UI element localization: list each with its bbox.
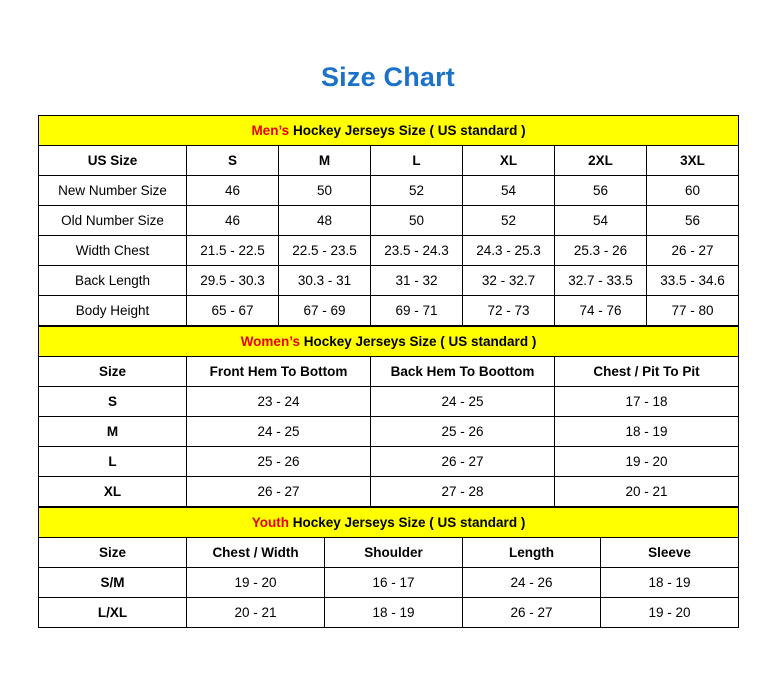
mens-cell-0-1: 50 [279, 176, 371, 206]
youth-section-header-rest: Hockey Jerseys Size ( US standard ) [288, 515, 526, 530]
mens-row-label-1: Old Number Size [39, 206, 187, 236]
youth-cell-0-2: 24 - 26 [463, 568, 601, 598]
mens-col-header-5: 2XL [555, 146, 647, 176]
mens-cell-3-2: 31 - 32 [371, 266, 463, 296]
womens-cell-2-2: 19 - 20 [555, 447, 739, 477]
table-row [39, 538, 739, 568]
mens-cell-0-5: 60 [647, 176, 739, 206]
youth-size-table [38, 507, 739, 628]
page-title: Size Chart [320, 62, 456, 92]
mens-cell-2-2: 23.5 - 24.3 [371, 236, 463, 266]
mens-row-label-3: Back Length [39, 266, 187, 296]
table-row [39, 236, 739, 266]
womens-row-label-3: XL [39, 477, 187, 507]
mens-cell-1-1: 48 [279, 206, 371, 236]
womens-cell-2-1: 26 - 27 [371, 447, 555, 477]
table-row [39, 206, 739, 236]
mens-cell-1-4: 54 [555, 206, 647, 236]
mens-cell-4-3: 72 - 73 [463, 296, 555, 326]
youth-section-header-accent: Youth [251, 515, 289, 530]
mens-col-header-0: US Size [39, 146, 187, 176]
womens-col-header-2: Back Hem To Boottom [371, 357, 555, 387]
mens-cell-4-5: 77 - 80 [647, 296, 739, 326]
mens-cell-2-3: 24.3 - 25.3 [463, 236, 555, 266]
mens-cell-3-5: 33.5 - 34.6 [647, 266, 739, 296]
mens-cell-4-1: 67 - 69 [279, 296, 371, 326]
womens-cell-3-2: 20 - 21 [555, 477, 739, 507]
mens-cell-3-3: 32 - 32.7 [463, 266, 555, 296]
womens-cell-3-1: 27 - 28 [371, 477, 555, 507]
mens-col-header-4: XL [463, 146, 555, 176]
mens-cell-4-2: 69 - 71 [371, 296, 463, 326]
womens-cell-1-0: 24 - 25 [187, 417, 371, 447]
mens-row-label-0: New Number Size [39, 176, 187, 206]
mens-col-header-2: M [279, 146, 371, 176]
table-row [39, 176, 739, 206]
youth-cell-0-0: 19 - 20 [187, 568, 325, 598]
womens-size-table [38, 326, 739, 507]
womens-row-label-0: S [39, 387, 187, 417]
table-row [39, 447, 739, 477]
table-section-header-row [39, 327, 739, 357]
youth-cell-1-2: 26 - 27 [463, 598, 601, 628]
youth-cell-1-1: 18 - 19 [325, 598, 463, 628]
mens-row-label-2: Width Chest [39, 236, 187, 266]
table-section-header-row [39, 508, 739, 538]
youth-cell-1-0: 20 - 21 [187, 598, 325, 628]
table-row [39, 266, 739, 296]
table-row [39, 568, 739, 598]
youth-cell-0-3: 18 - 19 [601, 568, 739, 598]
table-row [39, 417, 739, 447]
table-row [39, 296, 739, 326]
mens-cell-1-5: 56 [647, 206, 739, 236]
mens-cell-0-0: 46 [187, 176, 279, 206]
womens-row-label-2: L [39, 447, 187, 477]
table-row [39, 357, 739, 387]
womens-cell-3-0: 26 - 27 [187, 477, 371, 507]
womens-col-header-1: Front Hem To Bottom [187, 357, 371, 387]
mens-col-header-3: L [371, 146, 463, 176]
womens-cell-2-0: 25 - 26 [187, 447, 371, 477]
mens-cell-2-4: 25.3 - 26 [555, 236, 647, 266]
womens-col-header-3: Chest / Pit To Pit [555, 357, 739, 387]
mens-cell-2-0: 21.5 - 22.5 [187, 236, 279, 266]
youth-col-header-0: Size [39, 538, 187, 568]
womens-col-header-0: Size [39, 357, 187, 387]
womens-section-header-rest: Hockey Jerseys Size ( US standard ) [299, 334, 537, 349]
mens-cell-1-2: 50 [371, 206, 463, 236]
mens-cell-4-0: 65 - 67 [187, 296, 279, 326]
womens-cell-0-1: 24 - 25 [371, 387, 555, 417]
youth-col-header-3: Length [463, 538, 601, 568]
table-row [39, 387, 739, 417]
youth-col-header-4: Sleeve [601, 538, 739, 568]
mens-cell-3-4: 32.7 - 33.5 [555, 266, 647, 296]
mens-cell-3-0: 29.5 - 30.3 [187, 266, 279, 296]
mens-cell-0-3: 54 [463, 176, 555, 206]
mens-cell-1-0: 46 [187, 206, 279, 236]
mens-cell-2-1: 22.5 - 23.5 [279, 236, 371, 266]
mens-cell-3-1: 30.3 - 31 [279, 266, 371, 296]
womens-cell-0-0: 23 - 24 [187, 387, 371, 417]
size-chart-tables [38, 115, 738, 628]
mens-col-header-6: 3XL [647, 146, 739, 176]
mens-cell-1-3: 52 [463, 206, 555, 236]
youth-row-label-1: L/XL [39, 598, 187, 628]
table-row [39, 146, 739, 176]
youth-row-label-0: S/M [39, 568, 187, 598]
mens-cell-0-4: 56 [555, 176, 647, 206]
womens-row-label-1: M [39, 417, 187, 447]
womens-cell-0-2: 17 - 18 [555, 387, 739, 417]
mens-row-label-4: Body Height [39, 296, 187, 326]
youth-col-header-2: Shoulder [325, 538, 463, 568]
mens-cell-0-2: 52 [371, 176, 463, 206]
mens-size-table [38, 115, 739, 326]
womens-section-header [39, 327, 739, 357]
table-section-header-row [39, 116, 739, 146]
mens-section-header-rest: Hockey Jerseys Size ( US standard ) [289, 123, 526, 138]
mens-cell-4-4: 74 - 76 [555, 296, 647, 326]
youth-cell-1-3: 19 - 20 [601, 598, 739, 628]
mens-section-header [39, 116, 739, 146]
table-row [39, 477, 739, 507]
youth-col-header-1: Chest / Width [187, 538, 325, 568]
table-row [39, 598, 739, 628]
mens-col-header-1: S [187, 146, 279, 176]
youth-section-header [39, 508, 739, 538]
womens-cell-1-1: 25 - 26 [371, 417, 555, 447]
youth-cell-0-1: 16 - 17 [325, 568, 463, 598]
mens-cell-2-5: 26 - 27 [647, 236, 739, 266]
mens-section-header-accent: Men’s [251, 123, 290, 138]
womens-cell-1-2: 18 - 19 [555, 417, 739, 447]
womens-section-header-accent: Women’s [240, 334, 300, 349]
